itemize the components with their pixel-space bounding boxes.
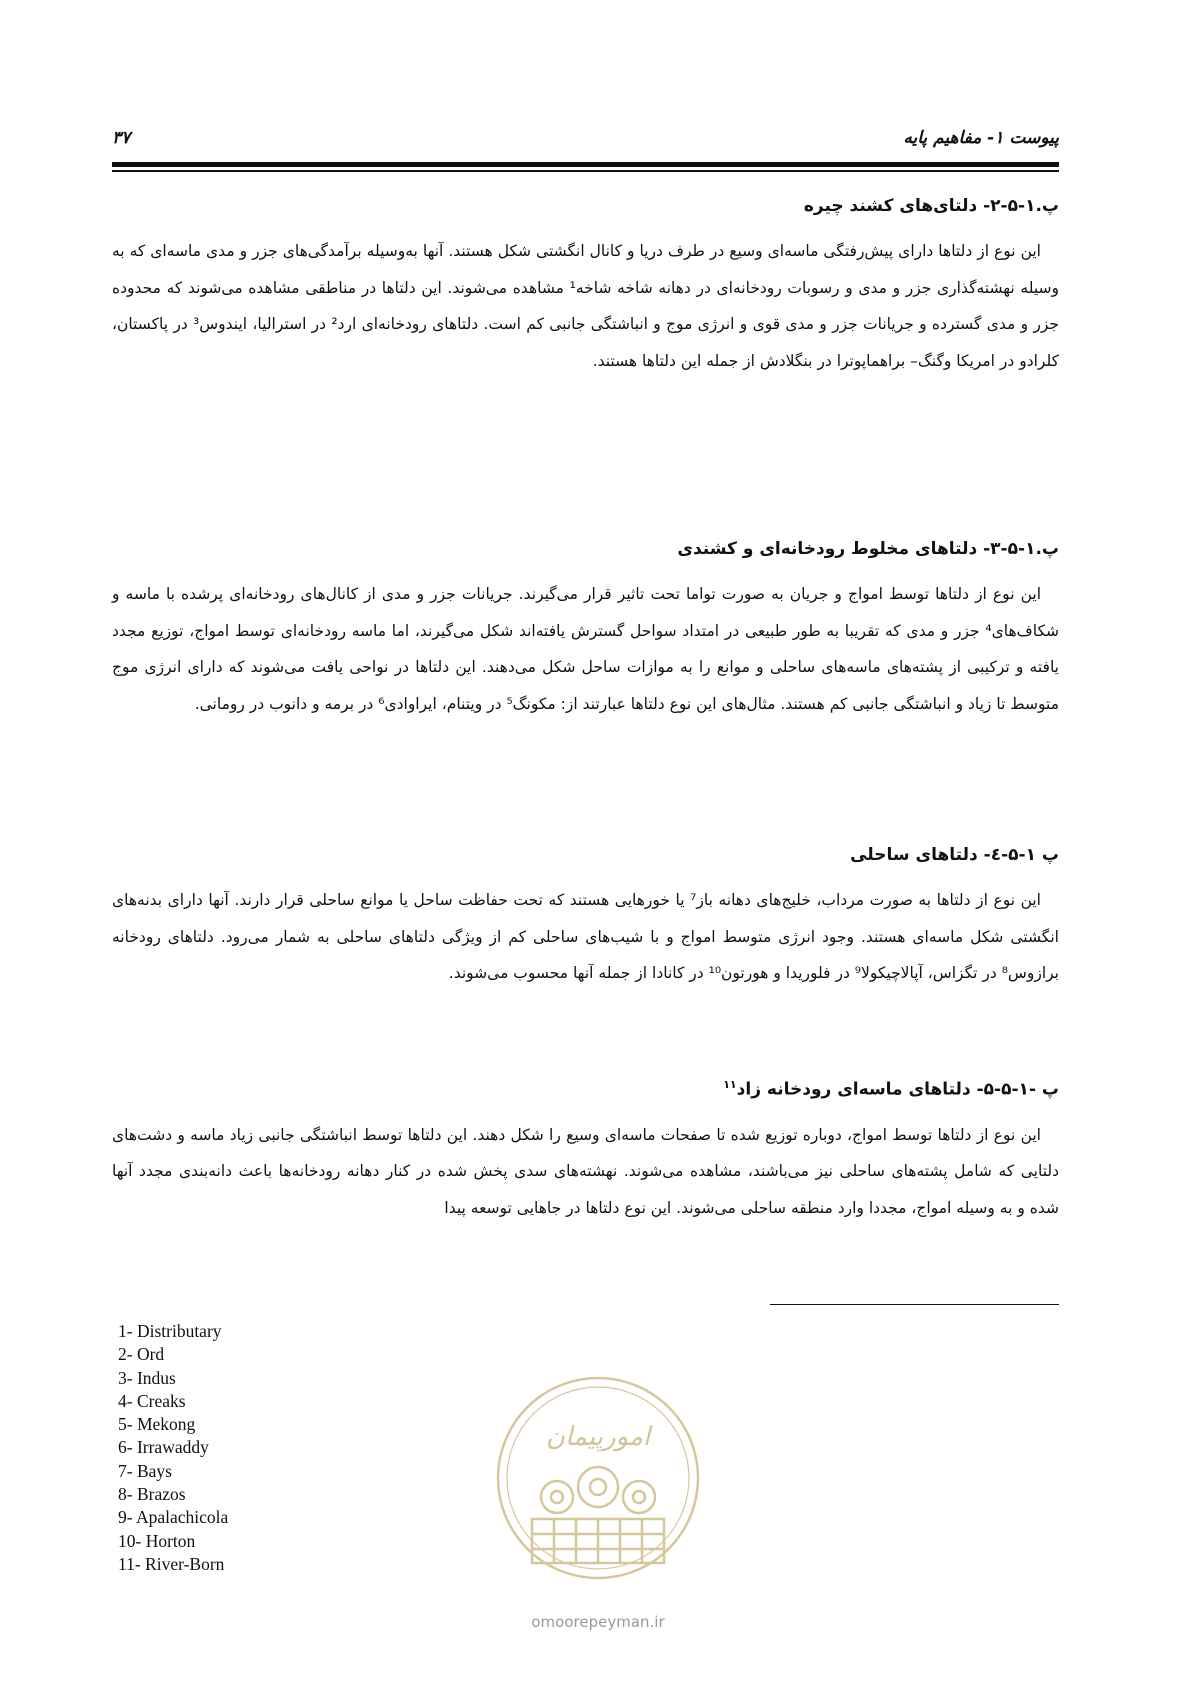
watermark-url: omoorepeyman.ir bbox=[531, 1613, 665, 1631]
footnotes-list bbox=[118, 1320, 228, 1576]
footnote-item: 1- Distributary bbox=[118, 1321, 222, 1341]
footnote-item: 6- Irrawaddy bbox=[118, 1437, 209, 1458]
footnote-item: 3- Indus bbox=[118, 1367, 176, 1388]
watermark-logo bbox=[487, 1367, 709, 1637]
header-rule-thin bbox=[112, 170, 1059, 172]
section-paragraph: این نوع از دلتاها دارای پیش‌رفتگی ماسه‌ای وسیع در طرف دریا و کانال انگشتی شکل هستند. آنها به‌وسیله برآمدگی‌های جزر و مدی ماسه‌ای که به وسیله نهشته‌گذاری جزر و مدی و رسوبات رودخانه‌ای در دهانه شاخه شاخه¹ مشاهده می‌شوند. این دلتاها در مناطقی مشاهده می‌شوند که محدوده جزر و مدی گسترده و جریانات جزر و مدی قوی و انرژی موج و انباشتگی جانبی کم است. دلتاهای رودخانه‌ای ارد² در استرالیا، ایندوس³ در پاکستان، کلرادو در امریکا وگنگ– براهماپوترا در بنگلادش از جمله این دلتاها هستند. bbox=[112, 242, 1059, 370]
section-heading: پ.۱-۵-۳- دلتاهای مخلوط رودخانه‌ای و کشندی bbox=[677, 539, 1059, 559]
footnote-ref: ۱۱ bbox=[723, 1078, 737, 1091]
page-number: ۳۷ bbox=[112, 128, 131, 148]
header-rule-thick bbox=[112, 162, 1059, 167]
footnote-item: 9- Apalachicola bbox=[118, 1507, 229, 1528]
footnote-item: 2- Ord bbox=[118, 1344, 165, 1365]
footnote-item: 11- River-Born bbox=[118, 1553, 225, 1574]
footnote-item: 4- Creaks bbox=[118, 1390, 186, 1411]
section-paragraph: این نوع از دلتاها به صورت مرداب، خلیج‌های دهانه باز⁷ یا خورهایی هستند که تحت حفاظت ساحل یا موانع ساحلی قرار دارند. آنها دارای بدنه‌های انگشتی شکل ماسه‌ای هستند. وجود انرژی متوسط امواج و با شیب‌های ساحلی کم از ویژگی دلتاهای ساحلی به شمار می‌رود. دلتاهای رودخانه برازوس⁸ در تگزاس، آپالاچیکولا⁹ در فلوریدا و هورتون¹⁰ در کانادا از جمله آنها محسوب می‌شوند. bbox=[112, 891, 1059, 982]
section-heading bbox=[112, 1068, 1059, 1107]
section-river-born-sand-deltas bbox=[112, 1068, 1059, 1226]
section-paragraph: این نوع از دلتاها توسط امواج و جریان به صورت تواما تحت تاثیر قرار می‌گیرند. جریانات جزر و مدی از کانال‌های رودخانه‌ای پرشده با ماسه و شکاف‌های⁴ جزر و مدی که تقریبا به طور طبیعی در امتداد سواحل گسترش یافته‌اند شکل می‌گیرند، اما ماسه رودخانه‌ای توسط امواج، توزیع مجدد یافته و ترکیبی از پشته‌های ماسه‌های ساحلی و موانع را به موازات ساحل شکل می‌دهند. این دلتاها در نواحی یافت می‌شوند که دارای انرژی موج متوسط تا زیاد و انباشتگی جانبی کم هستند. مثال‌های این نوع دلتاها عبارتند از: مکونگ⁵ در ویتنام، ایراوادی⁶ در برمه و دانوب در رومانی. bbox=[112, 585, 1059, 713]
section-paragraph: این نوع از دلتاها توسط امواج، دوباره توزیع شده تا صفحات ماسه‌ای وسیع را شکل دهند. این دلتاها توسط انباشتگی جانبی زیاد ماسه و دشت‌های دلتایی که شامل پشته‌های ساحلی نیز می‌باشند، مشاهده می‌شوند. نهشته‌های سدی پخش شده در کنار دهانه رودخانه‌ها باعث دانه‌بندی مجدد آنها شده و به وسیله امواج، مجددا وارد منطقه ساحلی می‌شوند. این نوع دلتاها در جاهایی توسعه پیدا bbox=[112, 1125, 1059, 1217]
section-heading-text: پ -۱-۵-۵- دلتاهای ماسه‌ای رودخانه زاد bbox=[736, 1079, 1059, 1100]
footnote-item: 5- Mekong bbox=[118, 1414, 196, 1435]
section-coastal-deltas bbox=[112, 838, 1059, 992]
footnote-item: 8- Brazos bbox=[118, 1484, 186, 1505]
section-tide-dominated-deltas bbox=[112, 189, 1059, 379]
footnote-separator bbox=[770, 1304, 1059, 1305]
watermark-logo-text: امورپیمان bbox=[545, 1422, 651, 1452]
section-heading: پ ۱-۵-٤- دلتاهای ساحلی bbox=[850, 845, 1059, 865]
section-heading: پ.۱-۵-۲- دلتای‌های کشند چیره bbox=[803, 196, 1059, 216]
chapter-title: پیوست ۱- مفاهیم پایه bbox=[903, 128, 1059, 148]
section-mixed-deltas bbox=[112, 532, 1059, 722]
watermark-emblem-icon bbox=[487, 1367, 709, 1637]
footnote-item: 7- Bays bbox=[118, 1460, 172, 1481]
page-header bbox=[112, 128, 1059, 156]
footnote-item: 10- Horton bbox=[118, 1530, 196, 1551]
